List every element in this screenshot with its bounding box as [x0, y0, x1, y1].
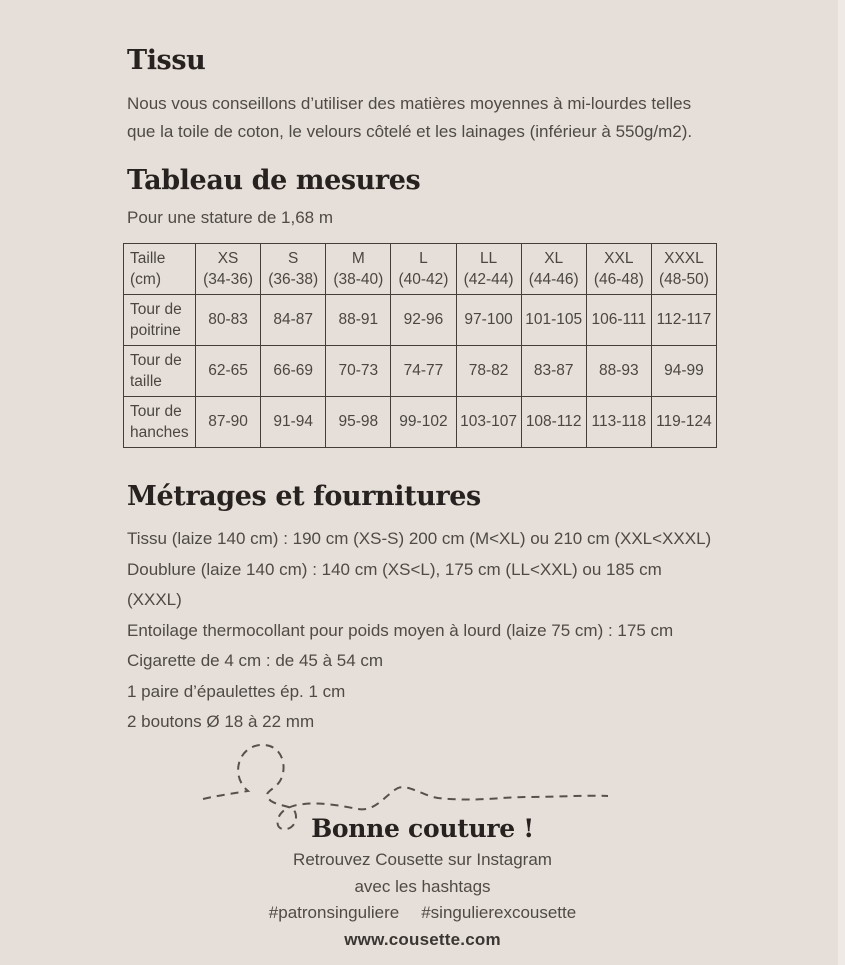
metrages-heading: Métrages et fournitures	[127, 481, 481, 512]
table-cell: 112-117	[651, 295, 716, 346]
table-cell: 62-65	[196, 346, 261, 397]
supply-item-cigarette: Cigarette de 4 cm : de 45 à 54 cm	[127, 651, 384, 670]
table-cell: 70-73	[326, 346, 391, 397]
table-cell: 94-99	[651, 346, 716, 397]
table-cell: 97-100	[456, 295, 521, 346]
bonne-couture-heading: Bonne couture !	[311, 814, 534, 843]
table-cell: 88-93	[586, 346, 651, 397]
table-cell: 88-91	[326, 295, 391, 346]
size-header-xl	[521, 244, 586, 295]
size-range: (36-38)	[268, 271, 319, 288]
size-name: S	[288, 250, 299, 267]
footer-instagram-line: Retrouvez Cousette sur Instagram	[293, 850, 552, 869]
supply-item-doublure: Doublure (laize 140 cm) : 140 cm (XS<L), 175 cm (LL<XXL) ou 185 cm (XXXL)	[127, 559, 662, 609]
size-name: M	[351, 250, 365, 267]
table-cell: 101-105	[521, 295, 586, 346]
size-range: (34-36)	[203, 271, 254, 288]
size-header-xxxl	[651, 244, 716, 295]
supply-item-tissu: Tissu (laize 140 cm) : 190 cm (XS-S) 200 cm (M<XL) ou 210 cm (XXL<XXXL)	[127, 529, 712, 548]
table-header-row	[124, 244, 717, 295]
size-range: (38-40)	[333, 271, 384, 288]
table-cell: 92-96	[391, 295, 456, 346]
size-header-m	[326, 244, 391, 295]
table-row-hanches	[124, 397, 717, 448]
table-cell: 87-90	[196, 397, 261, 448]
footer-hashtags-intro: avec les hashtags	[354, 876, 491, 896]
hashtag-patronsinguliere: #patronsinguliere	[268, 903, 400, 922]
size-range: (46-48)	[593, 271, 644, 288]
table-row-taille	[124, 346, 717, 397]
footer	[0, 813, 845, 951]
supplies-list	[127, 524, 717, 738]
size-name: XXXL	[664, 250, 704, 267]
size-header-s	[261, 244, 326, 295]
table-cell: 78-82	[456, 346, 521, 397]
table-cell: 113-118	[586, 397, 651, 448]
website-url: www.cousette.com	[344, 929, 501, 949]
measurements-table	[123, 243, 717, 448]
table-row-label: Tour de poitrine	[124, 295, 196, 346]
table-cell: 99-102	[391, 397, 456, 448]
table-cell: 91-94	[261, 397, 326, 448]
tissu-description: Nous vous conseillons d’utiliser des matières moyennes à mi-lourdes telles que la toile de coton, le velours côtelé et les lainages (inférieur à 550g/m2).	[127, 94, 693, 141]
size-name: LL	[479, 250, 498, 267]
table-cell: 106-111	[586, 295, 651, 346]
table-cell: 66-69	[261, 346, 326, 397]
table-cell: 119-124	[651, 397, 716, 448]
supply-item-boutons: 2 boutons Ø 18 à 22 mm	[127, 712, 315, 731]
size-name: XXL	[604, 250, 634, 267]
hashtag-singulierexcousette: #singulierexcousette	[421, 903, 577, 922]
table-cell: 83-87	[521, 346, 586, 397]
supply-item-epaulettes: 1 paire d’épaulettes ép. 1 cm	[127, 681, 346, 701]
size-range: (48-50)	[658, 271, 709, 288]
size-header-l	[391, 244, 456, 295]
table-row-label: Tour de taille	[124, 346, 196, 397]
table-cell: 108-112	[521, 397, 586, 448]
table-corner-cell: Taille (cm)	[124, 244, 196, 295]
table-cell: 103-107	[456, 397, 521, 448]
size-name: XL	[544, 250, 564, 267]
table-cell: 95-98	[326, 397, 391, 448]
tableau-de-mesures-heading: Tableau de mesures	[127, 165, 421, 196]
stature-subtitle: Pour une stature de 1,68 m	[127, 208, 334, 227]
table-cell: 84-87	[261, 295, 326, 346]
size-range: (42-44)	[463, 271, 514, 288]
document-content	[127, 0, 717, 738]
size-range: (40-42)	[398, 271, 449, 288]
footer-hashtags	[0, 901, 845, 925]
size-range: (44-46)	[528, 271, 579, 288]
size-name: L	[419, 250, 428, 267]
size-header-xs	[196, 244, 261, 295]
size-header-xxl	[586, 244, 651, 295]
table-row-poitrine	[124, 295, 717, 346]
table-row-label: Tour de hanches	[124, 397, 196, 448]
table-cell: 80-83	[196, 295, 261, 346]
tissu-heading: Tissu	[127, 45, 206, 76]
size-name: XS	[217, 250, 239, 267]
table-cell: 74-77	[391, 346, 456, 397]
supply-item-entoilage: Entoilage thermocollant pour poids moyen à lourd (laize 75 cm) : 175 cm	[127, 620, 674, 640]
size-header-ll	[456, 244, 521, 295]
